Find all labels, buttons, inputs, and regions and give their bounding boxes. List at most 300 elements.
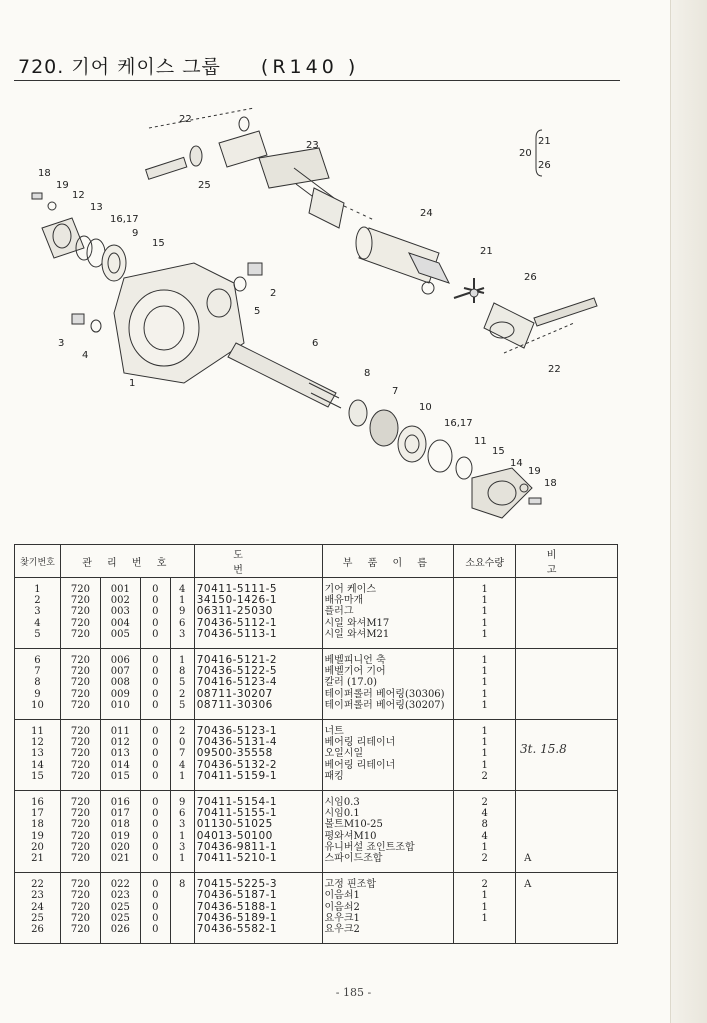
cell-control-3: 0 [140,689,170,700]
cell-qty: 2 [454,853,516,873]
cell-control-3: 0 [140,700,170,720]
callout-13: 13 [90,202,103,213]
table-row [15,578,618,596]
cell-control-3: 0 [140,853,170,873]
cell-drawing-no: 04013-50100 [194,831,322,842]
cell-control-2: 006 [100,649,140,667]
cell-index: 6 [15,649,61,667]
cell-index: 18 [15,819,61,830]
cell-drawing-no: 01130-51025 [194,819,322,830]
cell-control-2: 021 [100,853,140,873]
cell-control-4: 1 [170,831,194,842]
cell-control-2: 008 [100,677,140,688]
callout-24: 24 [420,208,433,219]
callout-16-17: 16,17 [444,418,473,429]
table-row [15,791,618,809]
cell-index: 9 [15,689,61,700]
cell-control-2: 004 [100,618,140,629]
cell-qty: 1 [454,737,516,748]
cell-qty: 4 [454,831,516,842]
cell-control-4 [170,913,194,924]
table-row [15,666,618,677]
cell-remarks [516,924,618,944]
cell-control-3: 0 [140,618,170,629]
cell-control-2: 022 [100,873,140,891]
cell-control-4: 4 [170,578,194,596]
cell-control-2: 013 [100,748,140,759]
cell-control-1: 720 [60,595,100,606]
cell-control-3: 0 [140,913,170,924]
callout-10: 10 [419,402,432,413]
callout-21-bracket: 21 [538,136,551,147]
cell-index: 1 [15,578,61,596]
cell-control-2: 026 [100,924,140,944]
cell-part-name: 시일 와셔M17 [322,618,454,629]
cell-index: 26 [15,924,61,944]
cell-qty: 1 [454,902,516,913]
cell-remarks [516,771,618,791]
header-index: 찾기번호 [15,545,61,578]
cell-qty: 1 [454,629,516,649]
cell-part-name: 오일시일 [322,748,454,759]
cell-drawing-no: 08711-30306 [194,700,322,720]
cell-part-name: 이음쇠2 [322,902,454,913]
cell-qty: 1 [454,890,516,901]
cell-control-3: 0 [140,902,170,913]
cell-drawing-no: 70411-5210-1 [194,853,322,873]
cell-control-1: 720 [60,842,100,853]
callout-8: 8 [364,368,371,379]
cell-remarks [516,831,618,842]
cell-qty: 1 [454,606,516,617]
cell-control-3: 0 [140,819,170,830]
cell-control-3: 0 [140,666,170,677]
cell-qty: 4 [454,808,516,819]
cell-control-3: 0 [140,791,170,809]
table-row [15,902,618,913]
callout-4: 4 [82,350,89,361]
cell-part-name: 기어 케이스 [322,578,454,596]
table-row [15,913,618,924]
cell-control-4: 2 [170,720,194,738]
cell-control-1: 720 [60,618,100,629]
cell-qty: 2 [454,873,516,891]
cell-drawing-no: 70411-5154-1 [194,791,322,809]
cell-drawing-no: 70436-5582-1 [194,924,322,944]
cell-control-3: 0 [140,737,170,748]
cell-drawing-no: 70436-5122-5 [194,666,322,677]
cell-control-4: 9 [170,606,194,617]
cell-control-3: 0 [140,606,170,617]
cell-drawing-no: 70415-5225-3 [194,873,322,891]
cell-remarks [516,842,618,853]
cell-index: 21 [15,853,61,873]
cell-control-3: 0 [140,771,170,791]
cell-control-1: 720 [60,578,100,596]
cell-drawing-no: 70436-5132-2 [194,760,322,771]
cell-qty: 1 [454,842,516,853]
cell-part-name: 볼트M10-25 [322,819,454,830]
cell-control-1: 720 [60,924,100,944]
cell-control-1: 720 [60,873,100,891]
cell-control-4: 6 [170,618,194,629]
callout-3: 3 [58,338,65,349]
cell-control-4: 8 [170,666,194,677]
cell-control-4: 4 [170,760,194,771]
cell-control-1: 720 [60,666,100,677]
cell-control-1: 720 [60,791,100,809]
table-row [15,853,618,873]
cell-control-3: 0 [140,677,170,688]
callout-23: 23 [306,140,319,151]
cell-control-3: 0 [140,720,170,738]
page-edge [670,0,707,1023]
cell-qty: 1 [454,700,516,720]
callout-11: 11 [474,436,487,447]
cell-control-3: 0 [140,578,170,596]
cell-control-1: 720 [60,606,100,617]
cell-index: 5 [15,629,61,649]
callout-26: 26 [524,272,537,283]
cell-drawing-no: 70436-5189-1 [194,913,322,924]
cell-part-name: 베벨피니언 축 [322,649,454,667]
cell-control-1: 720 [60,748,100,759]
cell-part-name: 테이퍼롤러 베어링(30207) [322,700,454,720]
cell-control-2: 019 [100,831,140,842]
page-number: - 185 - [335,986,372,999]
cell-control-4: 6 [170,808,194,819]
cell-remarks [516,595,618,606]
cell-control-1: 720 [60,760,100,771]
cell-control-3: 0 [140,649,170,667]
cell-remarks [516,700,618,720]
cell-qty: 1 [454,720,516,738]
cell-index: 17 [15,808,61,819]
cell-part-name: 패킹 [322,771,454,791]
callout-18-left: 18 [38,168,51,179]
cell-part-name: 고정 핀조합 [322,873,454,891]
cell-control-3: 0 [140,748,170,759]
table-row [15,873,618,891]
cell-remarks [516,677,618,688]
cell-part-name: 요우크1 [322,913,454,924]
callout-19-left: 19 [56,180,69,191]
callout-18: 18 [544,478,557,489]
callout-9: 9 [132,228,139,239]
header-control-no: 관 리 번 호 [60,545,194,578]
cell-qty: 1 [454,649,516,667]
cell-qty: 1 [454,578,516,596]
cell-control-3: 0 [140,831,170,842]
cell-control-3: 0 [140,842,170,853]
cell-part-name: 요우크2 [322,924,454,944]
cell-control-2: 014 [100,760,140,771]
callout-26-bracket: 26 [538,160,551,171]
cell-qty: 2 [454,791,516,809]
table-row [15,771,618,791]
table-group-2 [15,649,618,720]
cell-control-3: 0 [140,873,170,891]
cell-remarks [516,666,618,677]
cell-part-name: 테이퍼롤러 베어링(30306) [322,689,454,700]
cell-drawing-no: 34150-1426-1 [194,595,322,606]
header-drawing-no: 도 번 [194,545,322,578]
table-row [15,677,618,688]
cell-qty: 8 [454,819,516,830]
cell-control-1: 720 [60,737,100,748]
table-row [15,760,618,771]
callout-7: 7 [392,386,399,397]
cell-control-2: 018 [100,819,140,830]
cell-control-4: 1 [170,649,194,667]
table-group-5 [15,873,618,944]
cell-control-2: 007 [100,666,140,677]
cell-control-4: 3 [170,842,194,853]
cell-control-1: 720 [60,853,100,873]
cell-drawing-no: 70416-5123-4 [194,677,322,688]
callout-21: 21 [480,246,493,257]
table-row [15,842,618,853]
cell-control-1: 720 [60,677,100,688]
cell-part-name: 베어링 리테이너 [322,737,454,748]
cell-drawing-no: 70411-5111-5 [194,578,322,596]
cell-control-4: 5 [170,700,194,720]
table-row [15,890,618,901]
cell-drawing-no: 70411-5155-1 [194,808,322,819]
cell-remarks [516,629,618,649]
callout-5: 5 [254,306,261,317]
table-row [15,689,618,700]
cell-remarks: A [516,853,618,873]
cell-qty: 1 [454,689,516,700]
table-group-4 [15,791,618,873]
header-qty: 소요수량 [454,545,516,578]
cell-control-3: 0 [140,808,170,819]
cell-control-4: 3 [170,819,194,830]
table-row [15,595,618,606]
cell-control-1: 720 [60,902,100,913]
callout-2: 2 [270,288,277,299]
cell-index: 24 [15,902,61,913]
header-part-name: 부 품 이 름 [322,545,454,578]
callout-1: 1 [129,378,136,389]
cell-control-4: 5 [170,677,194,688]
cell-part-name: 유니버설 죠인트조합 [322,842,454,853]
header-remarks: 비 고 [516,545,618,578]
cell-drawing-no: 06311-25030 [194,606,322,617]
cell-remarks [516,808,618,819]
table-row [15,924,618,944]
cell-index: 19 [15,831,61,842]
callout-6: 6 [312,338,319,349]
cell-control-1: 720 [60,629,100,649]
callout-20: 20 [519,148,532,159]
table-row [15,819,618,830]
cell-part-name: 칼러 (17.0) [322,677,454,688]
cell-control-3: 0 [140,924,170,944]
cell-control-2: 003 [100,606,140,617]
cell-remarks: A [516,873,618,891]
cell-index: 3 [15,606,61,617]
table-row [15,629,618,649]
cell-control-2: 009 [100,689,140,700]
cell-control-1: 720 [60,913,100,924]
cell-control-1: 720 [60,689,100,700]
cell-drawing-no: 70411-5159-1 [194,771,322,791]
cell-index: 11 [15,720,61,738]
cell-control-3: 0 [140,629,170,649]
cell-part-name: 시임0.3 [322,791,454,809]
diagram-svg [14,88,624,538]
cell-qty: 1 [454,913,516,924]
table-row [15,606,618,617]
callout-12: 12 [72,190,85,201]
exploded-diagram [14,88,624,538]
cell-remarks [516,890,618,901]
cell-drawing-no: 70436-5113-1 [194,629,322,649]
cell-drawing-no: 08711-30207 [194,689,322,700]
callout-19: 19 [528,466,541,477]
cell-part-name: 베어링 리테이너 [322,760,454,771]
cell-control-4 [170,890,194,901]
cell-qty: 1 [454,666,516,677]
cell-remarks [516,618,618,629]
cell-remarks [516,578,618,596]
cell-control-2: 011 [100,720,140,738]
cell-index: 13 [15,748,61,759]
cell-remarks [516,791,618,809]
cell-index: 20 [15,842,61,853]
cell-qty [454,924,516,944]
cell-control-2: 001 [100,578,140,596]
cell-index: 15 [15,771,61,791]
cell-control-1: 720 [60,771,100,791]
cell-remarks [516,649,618,667]
cell-part-name: 스파이드조합 [322,853,454,873]
cell-control-3: 0 [140,760,170,771]
cell-index: 14 [15,760,61,771]
cell-control-2: 002 [100,595,140,606]
cell-control-4: 7 [170,748,194,759]
cell-part-name: 이음쇠1 [322,890,454,901]
cell-control-4 [170,902,194,913]
cell-qty: 1 [454,618,516,629]
table-row [15,831,618,842]
cell-qty: 1 [454,760,516,771]
cell-index: 2 [15,595,61,606]
cell-drawing-no: 70416-5121-2 [194,649,322,667]
cell-index: 7 [15,666,61,677]
cell-control-1: 720 [60,890,100,901]
table-row [15,720,618,738]
cell-control-2: 017 [100,808,140,819]
cell-control-3: 0 [140,595,170,606]
cell-control-2: 025 [100,913,140,924]
cell-remarks [516,760,618,771]
cell-part-name: 시임0.1 [322,808,454,819]
cell-index: 4 [15,618,61,629]
cell-drawing-no: 70436-9811-1 [194,842,322,853]
cell-control-4: 3 [170,629,194,649]
cell-qty: 1 [454,748,516,759]
callout-22: 22 [548,364,561,375]
cell-control-2: 016 [100,791,140,809]
cell-qty: 1 [454,677,516,688]
table-row [15,700,618,720]
title-rule [14,80,620,81]
cell-qty: 2 [454,771,516,791]
page-title [18,52,359,79]
cell-drawing-no: 09500-35558 [194,748,322,759]
cell-drawing-no: 70436-5112-1 [194,618,322,629]
cell-control-1: 720 [60,831,100,842]
cell-control-4 [170,924,194,944]
cell-index: 25 [15,913,61,924]
cell-control-2: 020 [100,842,140,853]
callout-15: 15 [492,446,505,457]
cell-part-name: 베벨기어 기어 [322,666,454,677]
cell-control-4: 9 [170,791,194,809]
cell-control-4: 8 [170,873,194,891]
cell-remarks [516,913,618,924]
table-row [15,649,618,667]
cell-index: 16 [15,791,61,809]
model-code: (R140 ) [260,56,360,78]
cell-remarks [516,720,618,738]
cell-control-2: 005 [100,629,140,649]
cell-remarks [516,902,618,913]
cell-drawing-no: 70436-5188-1 [194,902,322,913]
cell-control-4: 2 [170,689,194,700]
cell-remarks [516,689,618,700]
cell-control-4: 1 [170,595,194,606]
cell-control-1: 720 [60,808,100,819]
cell-control-2: 025 [100,902,140,913]
callout-14: 14 [510,458,523,469]
cell-control-1: 720 [60,819,100,830]
cell-part-name: 너트 [322,720,454,738]
cell-index: 12 [15,737,61,748]
table-row [15,808,618,819]
cell-remarks [516,606,618,617]
cell-control-1: 720 [60,720,100,738]
cell-control-4: 1 [170,853,194,873]
cell-index: 8 [15,677,61,688]
callout-16-17-left: 16,17 [110,214,139,225]
cell-control-1: 720 [60,649,100,667]
cell-qty: 1 [454,595,516,606]
cell-part-name: 평와셔M10 [322,831,454,842]
cell-control-1: 720 [60,700,100,720]
cell-drawing-no: 70436-5187-1 [194,890,322,901]
callout-25: 25 [198,180,211,191]
cell-index: 10 [15,700,61,720]
title-text: 720. 기어 케이스 그룹 [18,56,221,78]
table-group-1 [15,578,618,649]
cell-control-2: 015 [100,771,140,791]
cell-drawing-no: 70436-5131-4 [194,737,322,748]
table-row [15,618,618,629]
cell-control-3: 0 [140,890,170,901]
cell-part-name: 시일 와셔M21 [322,629,454,649]
cell-control-4: 0 [170,737,194,748]
cell-control-2: 023 [100,890,140,901]
table-header-row [15,545,618,578]
cell-index: 22 [15,873,61,891]
cell-index: 23 [15,890,61,901]
cell-drawing-no: 70436-5123-1 [194,720,322,738]
handwritten-note: 3t. 15.8 [520,742,567,756]
